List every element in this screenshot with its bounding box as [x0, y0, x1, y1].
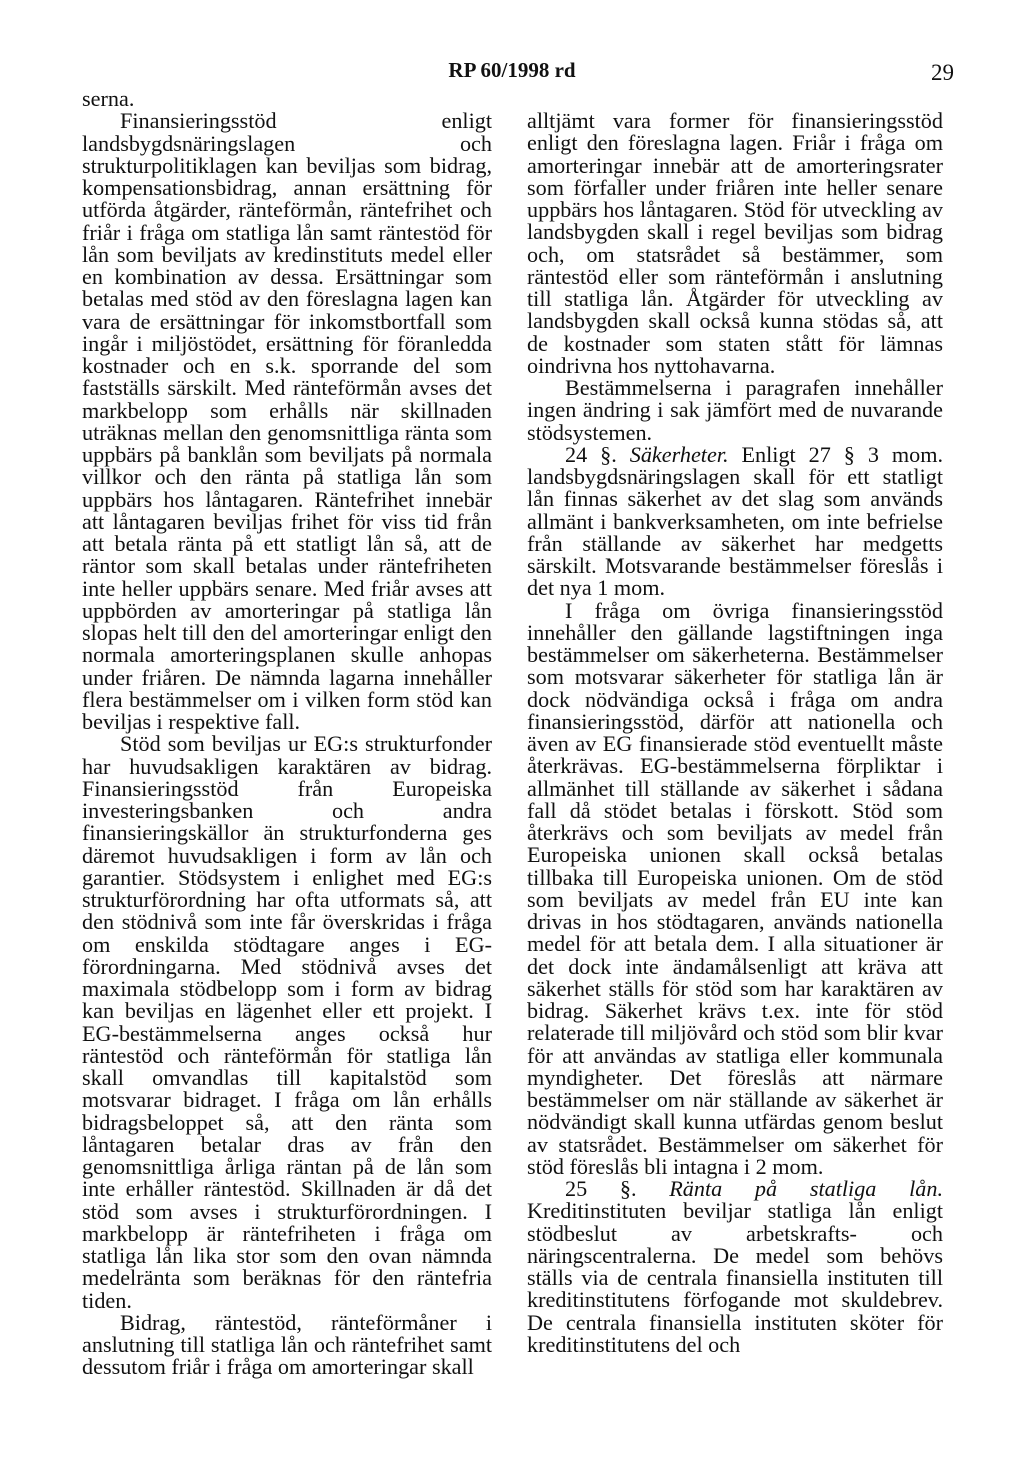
section-text: Enligt 27 § 3 mom. landsbygdsnäringslagen skall för ett statligt lån finnas säkerhet av det slag som används allmänt i bankverksamheten, om inte befrielse från ställande av säkerhet har medgetts särskilt. Motsvarande bestämmelser föreslås i det nya 1 mom.: [527, 441, 944, 601]
section-25-paragraph: [527, 1178, 943, 1356]
paragraph: Bidrag, räntestöd, ränteförmåner i anslutning till statliga lån och räntefrihet samt dessutom friår i fråga om amorteringar skall: [82, 1309, 492, 1380]
paragraph-continuation: alltjämt vara former för finansieringsstöd enligt den föreslagna lagen. Friår i fråga om amorteringar innebär att de amorteringsrater som förfaller under friåren inte heller senare uppbärs hos låntagaren. Stöd för utveckling av landsbygden skall i regel beviljas som bidrag och, om statsrådet så bestämmer, som räntestöd eller som ränteförmån i anslutning till statliga lån. Åtgärder för utveckling av landsbygden skall också kunna stödas så, att de kostnader som staten stått för lämnas oindrivna hos nyttohavarna.: [527, 108, 943, 378]
section-24-paragraph: [527, 441, 944, 601]
page-number: 29: [931, 60, 954, 85]
document-reference: RP 60/1998 rd: [448, 58, 576, 82]
section-number: 25 §.: [565, 1176, 637, 1201]
section-title: Säkerheter.: [629, 441, 729, 467]
section-text: Kreditinstituten beviljar statliga lån enligt stödbeslut av arbetskrafts- och näringscentralerna. De medel som behövs ställs via de centrala finansiella instituten till kreditinstitutens förfogande mot skuldebrev. De centrala finansiella instituten sköter för kreditinstitutens del och: [527, 1198, 943, 1357]
section-title: Ränta på statliga lån.: [669, 1176, 943, 1201]
right-column: [527, 110, 943, 1356]
paragraph: Finansieringsstöd enligt landsbygdsnäringslagen och strukturpolitiklagen kan beviljas som bidrag, kompensationsbidrag, annan ersättning för utförda åtgärder, ränteförmån, räntefrihet och friår i fråga om statliga lån samt räntestöd för lån som beviljats av kredinstituts medel eller en kombination av dessa. Ersättningar som betalas med stöd av den föreslagna lagen kan vara de ersättningar för inkomstbortfall som ingår i miljöstödet, ersättning för föranledda kostnader och en s.k. sporrande del som fastställs särskilt. Med ränteförmån avses det markbelopp som erhålls när skillnaden uträknas mellan den genomsnittliga ränta som uppbärs på banklån som beviljats på normala villkor och den ränta på statliga lån som uppbärs hos låntagaren. Räntefrihet innebär att låntagaren beviljas frihet för viss tid från att betala ränta på ett statligt lån så, att de räntor som skall betalas under räntefriheten inte heller uppbärs senare. Med friår avses att uppbörden av amorteringar på statliga lån slopas helt till den del amorteringar enligt den normala amorteringsplanen skulle anhopas under friåren. De nämnda lagarna innehåller flera bestämmelser om i vilken form stöd kan beviljas i respektive fall.: [82, 108, 492, 734]
paragraph: Bestämmelserna i paragrafen innehåller ingen ändring i sak jämfört med de nuvarande stödsystemen.: [527, 375, 943, 445]
paragraph: I fråga om övriga finansieringsstöd innehåller den gällande lagstiftningen inga bestämmelser om säkerheterna. Bestämmelser som motsvarar säkerheter för statliga lån är dock nödvändiga också i fråga om andra finansieringsstöd, därför att nationella och även av EG finansierade stöd eventuellt måste återkrävas. EG-bestämmelserna förpliktar i allmänhet till ställande av säkerhet i sådana fall då stödet betalas i förskott. Stöd som återkrävs och som beviljats av medel från Europeiska unionen skall också betalas tillbaka till Europeiska unionen. Om de stöd som beviljats av medel från EU inte kan drivas in hos stödtagaren, används nationella medel för att betala dem. I alla situationer är det dock inte ändamålsenligt att kräva att säkerhet ställs för stöd som har karaktären av bidrag. Säkerhet krävs t.ex. inte för stöd relaterade till miljövård och stöd som blir kvar för att användas av statliga eller kommunala myndigheter. Det föreslås att närmare bestämmelser om när ställande av säkerhet är nödvändigt skall kunna utfärdas genom beslut av statsrådet. Bestämmelser om säkerhet för stöd föreslås bli intagna i 2 mom.: [527, 597, 943, 1179]
section-number: 24 §.: [565, 441, 617, 467]
paragraph: Stöd som beviljas ur EG:s strukturfonder har huvudsakligen karaktären av bidrag. Finansieringsstöd från Europeiska investeringsbanken och andra finansieringskällor än strukturfonderna ges däremot huvudsakligen i form av lån och garantier. Stödsystem i enlighet med EG:s strukturförordning har ofta utformats så, att den stödnivå som inte får överskridas i fråga om enskilda stödtagare anges i EG-förordningarna. Med stödnivå avses det maximala stödbelopp som i form av bidrag kan beviljas en lägenhet eller ett projekt. I EG-bestämmelserna anges också hur räntestöd och ränteförmån för statliga lån skall omvandlas till kapitalstöd som motsvarar bidraget. I fråga om lån erhålls bidragsbeloppet så, att den ränta som låntagaren betalar dras av från den genomsnittliga årliga räntan på de lån som inte erhåller räntestöd. Skillnaden är då det stöd som avses i strukturförordningen. I markbelopp är räntefriheten i fråga om statliga lån lika stor som den ovan nämnda medelränta som beräknas för den räntefria tiden.: [82, 731, 492, 1313]
paragraph-continuation: serna.: [82, 86, 135, 111]
left-column: [82, 88, 492, 1379]
